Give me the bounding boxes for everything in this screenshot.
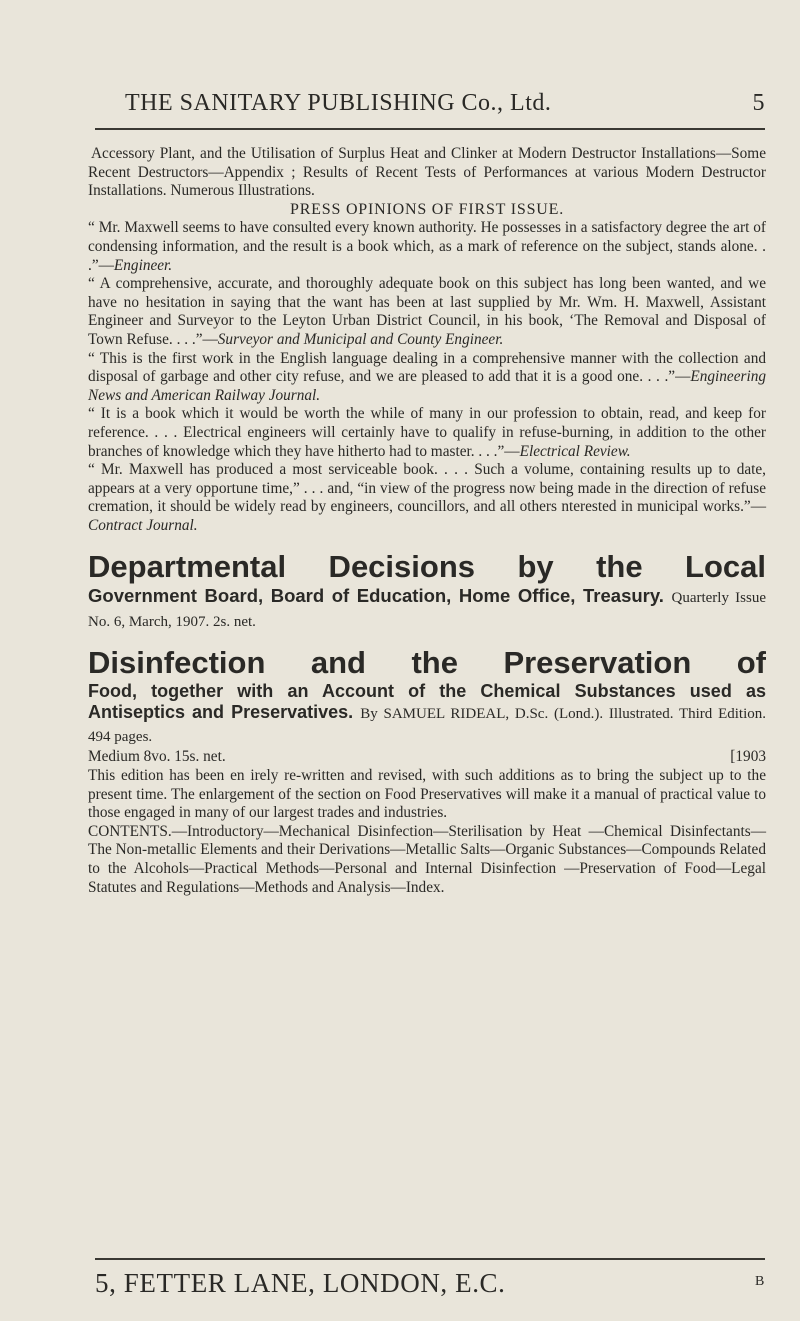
quote-source: Engineering News and American Railway Journal. [88,368,766,404]
ad-author: By SAMUEL RIDEAL, D.Sc. (Lond.). Illustrated. Third Edition. 494 pages. [88,706,766,746]
publisher-address: 5, FETTER LANE, LONDON, E.C. [95,1268,506,1298]
running-head [95,90,765,130]
quote-text: “ It is a book which it would be worth the while of many in our profession to obtain, read, and keep for reference. . . . Electrical engineers will certainly have to qualify in refuse-burning, in addition to the other branches of knowledge which they have hitherto had to master. . . .”— [88,405,766,460]
press-quote-contract-journal [88,461,766,535]
publisher-title: THE SANITARY PUBLISHING Co., Ltd. [125,90,552,116]
quote-text: “ This is the first work in the English language dealing in a comprehensive manner with the collection and disposal of garbage and other city refuse, and we are pleased to add that it is a good one. . . .”— [88,349,766,386]
quote-source: Contract Journal. [88,516,198,534]
quote-source: Engineer. [113,256,173,274]
press-quote-engineer [88,219,766,275]
press-quote-electrical-review [88,405,766,461]
ad-heading: Disinfection and the Preservation of [88,645,766,681]
quote-source: Electrical Review. [519,442,631,460]
ad-subheading: Government Board, Board of Education, Home Office, Treasury. Quarterly Issue No. 6, March, 1907. 2s. net. [88,585,766,631]
contents-continued: Accessory Plant, and the Utilisation of Surplus Heat and Clinker at Modern Destructor Installations—Some Recent Destructors—Appendix ; Results of Recent Tests of Performances at various Modern Destructor Installations. Numerous Illustrations. [88,145,766,200]
ad-format: Medium 8vo. 15s. net. [88,748,226,766]
press-opinions-heading: PRESS OPINIONS OF FIRST ISSUE. [290,200,564,218]
quote-text: “ A comprehensive, accurate, and thoroughly adequate book on this subject has long been wanted, and we have no hesitation in saying that the want has been at last supplied by Mr. Wm. H. Maxwell, Assistant Engineer and Surveyor to the Leyton Urban District Council, in his book, ‘The Removal and Disposal of Town Refuse. . . .”— [88,275,766,348]
ad-format-row [88,748,766,767]
page-body [88,145,766,897]
quote-source: Surveyor and Municipal and County Engineer. [217,330,504,348]
page-number: 5 [752,90,765,116]
press-quote-engineering-news [88,350,766,406]
footer [95,1258,765,1298]
press-quote-surveyor [88,275,766,349]
ad-year: [1903 [730,748,766,766]
ad-disinfection [88,645,766,897]
ad-details: Quarterly Issue No. 6, March, 1907. 2s. net. [88,590,766,631]
ad-description: This edition has been en irely re-written and revised, with such additions as to bring the subject up to the present time. The enlargement of the section on Food Preservatives will make it a manual of practical value to those engaged in many of our largest trades and industries. [88,767,766,822]
quote-text: “ Mr. Maxwell has produced a most serviceable book. . . . Such a volume, containing results up to date, appears at a very opportune time,” . . . and, “in view of the progress now being made in the direction of refuse cremation, it should be widely read by engineers, councillors, and all others nterested in municipal works.”— [88,461,766,516]
ad-subheading: Food, together with an Account of the Chemical Substances used as Antiseptics and Preservatives. By SAMUEL RIDEAL, D.Sc. (Lond.). Illustrated. Third Edition. 494 pages. [88,681,766,746]
ad-heading: Departmental Decisions by the Local [88,549,766,585]
ad-departmental-decisions [88,549,766,633]
quote-text: “ Mr. Maxwell seems to have consulted every known authority. He possesses in a satisfactory degree the art of condensing information, and the result is a book which, as a mark of reference on the subject, stands alone. . .”— [88,219,766,274]
ad-contents: CONTENTS.—Introductory—Mechanical Disinfection—Sterilisation by Heat —Chemical Disinfectants—The Non-metallic Elements and their Derivations—Metallic Salts—Organic Substances—Compounds Related to the Alcohols—Practical Methods—Personal and Internal Disinfection —Preservation of Food—Legal Statutes and Regulations—Methods and Analysis—Index. [88,822,766,896]
signature-mark: B [755,1274,765,1289]
